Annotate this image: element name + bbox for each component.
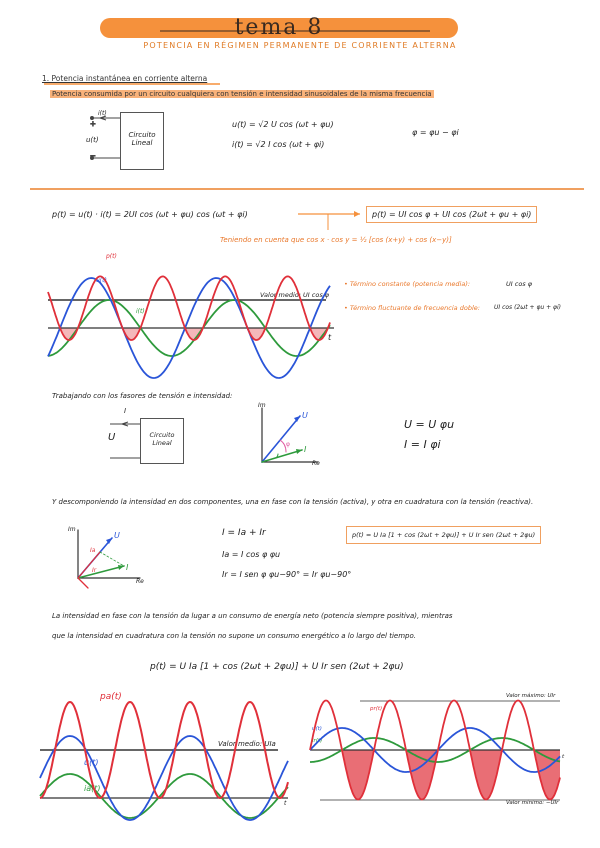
- eq-I-sum: I = Ia + Ir: [222, 528, 266, 538]
- svg-text:I: I: [304, 445, 307, 454]
- phasor-intro: Trabajando con los fasores de tensión e intensidad:: [52, 392, 233, 400]
- arrow-head: [354, 211, 360, 217]
- eq-u: u(t) = √2 U cos (ωt + φu): [232, 120, 334, 129]
- reactive-power-chart: [310, 701, 560, 801]
- t-label-bl: t: [284, 800, 287, 807]
- circuit-label: Circuito Lineal: [128, 131, 156, 147]
- I-label: I: [124, 407, 127, 415]
- eq-i: i(t) = √2 I cos (ωt + φi): [232, 140, 325, 149]
- bullet1-text: Término constante (potencia media):: [349, 280, 471, 288]
- svg-text:φ: φ: [286, 441, 290, 448]
- max-label: Valor máximo: UIr: [506, 693, 556, 699]
- label-u-br: u(t): [312, 726, 322, 732]
- mean-label-bl: Valor medio: UIa: [218, 740, 276, 748]
- svg-text:−: −: [90, 152, 96, 160]
- svg-text:I: I: [126, 563, 129, 572]
- eq-I-phasor: I = I φi: [404, 438, 441, 451]
- phasor-diagram-2: [78, 530, 140, 588]
- svg-text:Ia: Ia: [90, 547, 96, 554]
- svg-text:+: +: [90, 120, 96, 128]
- min-label: Valor mínimo: −UIr: [506, 800, 559, 806]
- U-label: U: [108, 432, 116, 443]
- svg-text:U: U: [114, 531, 120, 540]
- active-power-chart: [40, 702, 288, 820]
- svg-text:Ir: Ir: [92, 567, 97, 574]
- label-ia: ia(t): [84, 784, 101, 793]
- label-pa: pa(t): [100, 692, 122, 702]
- label-p: p(t): [106, 253, 117, 260]
- bullet1: • Término constante (potencia media):: [344, 280, 471, 288]
- circuit1-wires: [90, 116, 120, 160]
- label-pr: pr(t): [370, 706, 383, 712]
- bullet2-text: Término fluctuante de frecuencia doble:: [349, 304, 480, 312]
- waveform-chart: [48, 276, 334, 378]
- ia-curve: [40, 774, 288, 818]
- eq-box-decomp: p(t) = U Ia [1 + cos (2ωt + 2φu)] + U Ir sen (2ωt + 2φu): [346, 526, 541, 544]
- trig-identity: Teniendo en cuenta que cos x · cos y = ½ [cos (x+y) + cos (x−y)]: [220, 236, 452, 244]
- circuit2-wires: [110, 422, 140, 458]
- svg-text:U: U: [302, 411, 308, 420]
- phasor-I-arrow: [262, 450, 302, 462]
- re-axis-2: Re: [136, 578, 144, 585]
- t-label: t: [328, 333, 332, 342]
- bullet2-value: UI cos (2ωt + φu + φi): [494, 304, 562, 311]
- eq-p: p(t) = u(t) · i(t) = 2UI cos (ωt + φu) cos (ωt + φi): [52, 210, 248, 219]
- im-axis-2: Im: [68, 526, 76, 533]
- mean-label: Valor medio: UI cos φ: [260, 291, 330, 299]
- eq-Ia: Ia = I cos φ φu: [222, 550, 281, 559]
- u-label: u(t): [86, 136, 99, 144]
- phasor-diagram-1: [262, 408, 318, 462]
- negative-power-area: [48, 328, 330, 340]
- label-u: u(t): [96, 277, 107, 284]
- conclusion-line2: que la intensidad en cuadratura con la tensión no supone un consumo energético a lo largo del tiempo.: [52, 632, 416, 640]
- conclusion-eq: p(t) = U Ia [1 + cos (2ωt + 2φu)] + U Ir sen (2ωt + 2φu): [150, 662, 404, 672]
- eq-phi: φ = φu − φi: [412, 128, 459, 137]
- im-axis: Im: [258, 402, 266, 409]
- page-subtitle: POTENCIA EN RÉGIMEN PERMANENTE DE CORRIENTE ALTERNA: [143, 41, 457, 50]
- i-label: i(t): [98, 110, 107, 117]
- label-i: i(t): [136, 308, 145, 315]
- eq-p-box: p(t) = UI cos φ + UI cos (2ωt + φu + φi): [366, 206, 537, 223]
- bullet2: • Término fluctuante de frecuencia doble:: [344, 304, 480, 312]
- label-ir: ir(t): [312, 738, 323, 744]
- phasor-U-arrow: [262, 416, 300, 462]
- page-title: tema 8: [234, 15, 324, 40]
- section1-heading: 1. Potencia instantánea en corriente alterna: [42, 74, 208, 83]
- re-axis: Re: [312, 460, 320, 467]
- section1-highlight: Potencia consumida por un circuito cualquiera con tensión e intensidad sinusoidales de la misma frecuencia: [52, 90, 432, 98]
- t-label-br: t: [562, 754, 565, 760]
- eq-U-phasor: U = U φu: [404, 418, 455, 431]
- label-u-bl: u(t): [84, 758, 99, 767]
- circuit-label-2: Circuito Lineal: [149, 431, 175, 447]
- u-curve-bl: [40, 736, 288, 820]
- bullet1-value: UI cos φ: [506, 280, 533, 288]
- conclusion-line1: La intensidad en fase con la tensión da lugar a un consumo de energía neto (potencia siempre positiva), mientras: [52, 612, 453, 620]
- eq-Ir: Ir = I sen φ φu−90° = Ir φu−90°: [222, 570, 352, 579]
- decomposition-intro: Y descomponiendo la intensidad en dos componentes, una en fase con la tensión (activa), y otra en cuadratura con la tensión (reactiva).: [52, 498, 534, 506]
